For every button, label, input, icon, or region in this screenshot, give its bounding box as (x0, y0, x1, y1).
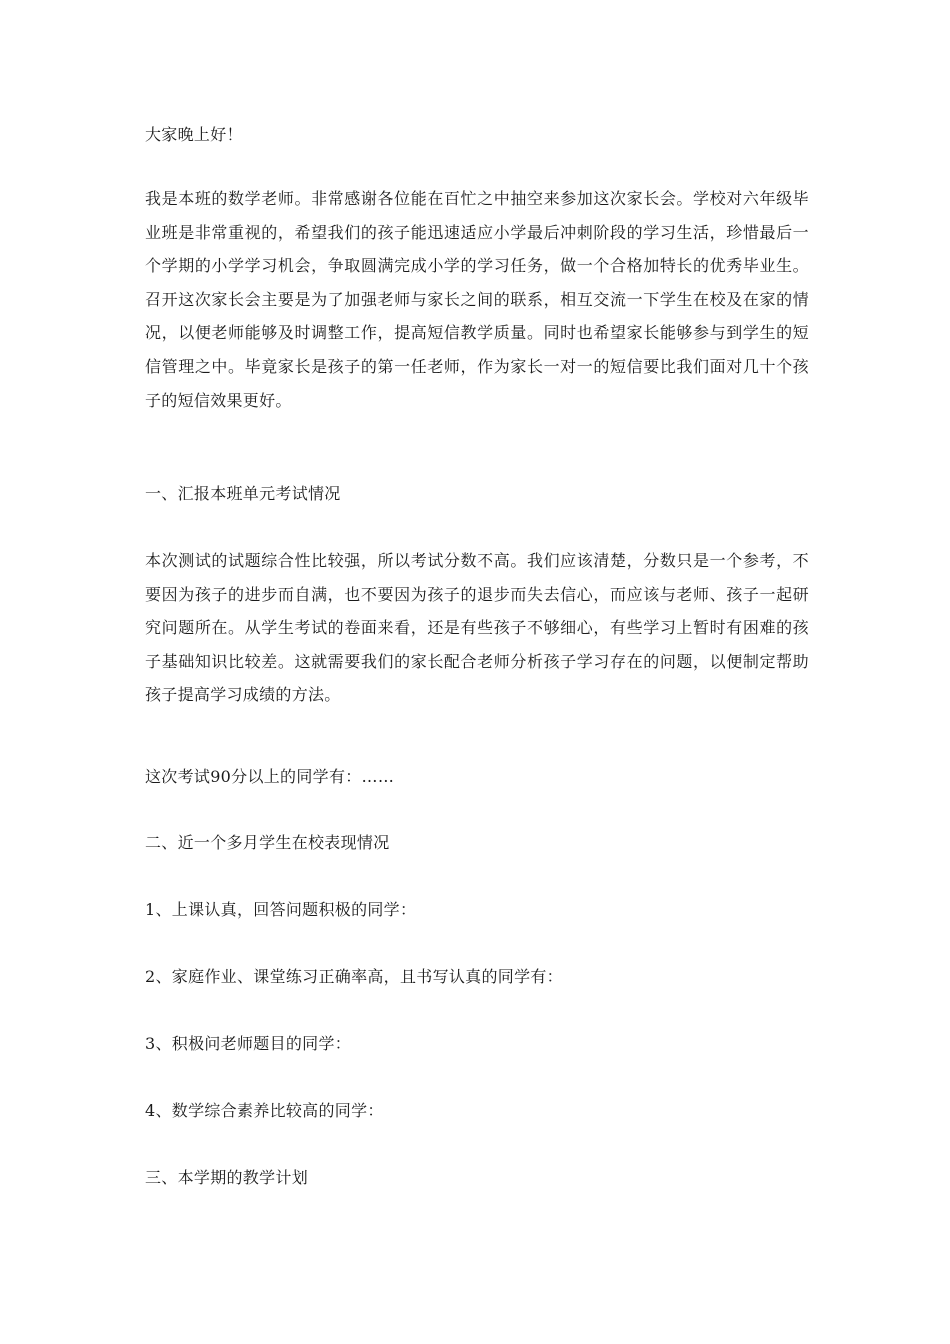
intro-paragraph: 我是本班的数学老师。非常感谢各位能在百忙之中抽空来参加这次家长会。学校对六年级毕业班是非常重视的，希望我们的孩子能迅速适应小学最后冲刺阶段的学习生活，珍惜最后一个学期的小学学习机会，争取圆满完成小学的学习任务，做一个合格加特长的优秀毕业生。召开这次家长会主要是为了加强老师与家长之间的联系，相互交流一下学生在校及在家的情况，以便老师能够及时调整工作，提高短信教学质量。同时也希望家长能够参与到学生的短信管理之中。毕竟家长是孩子的第一任老师，作为家长一对一的短信要比我们面对几十个孩子的短信效果更好。 (145, 189, 809, 410)
greeting: 大家晚上好！ (145, 125, 243, 144)
section1-paragraph: 本次测试的试题综合性比较强，所以考试分数不高。我们应该清楚，分数只是一个参考，不要因为孩子的进步而自满，也不要因为孩子的退步而失去信心，而应该与老师、孩子一起研究问题所在。从学生考试的卷面来看，还是有些孩子不够细心，有些学习上暂时有困难的孩子基础知识比较差。这就需要我们的家长配合老师分析孩子学习存在的问题，以便制定帮助孩子提高学习成绩的方法。 (145, 551, 809, 705)
section2-heading: 二、近一个多月学生在校表现情况 (145, 833, 390, 852)
score-line: 这次考试90分以上的同学有：…… (145, 767, 395, 786)
list-item: 1、上课认真，回答问题积极的同学： (145, 900, 417, 919)
list-item: 2、家庭作业、课堂练习正确率高，且书写认真的同学有： (145, 967, 563, 986)
list-item: 3、积极问老师题目的同学： (145, 1034, 352, 1053)
section1-heading: 一、汇报本班单元考试情况 (145, 484, 341, 503)
list-item: 4、数学综合素养比较高的同学： (145, 1101, 384, 1120)
section3-heading: 三、本学期的教学计划 (145, 1168, 309, 1187)
